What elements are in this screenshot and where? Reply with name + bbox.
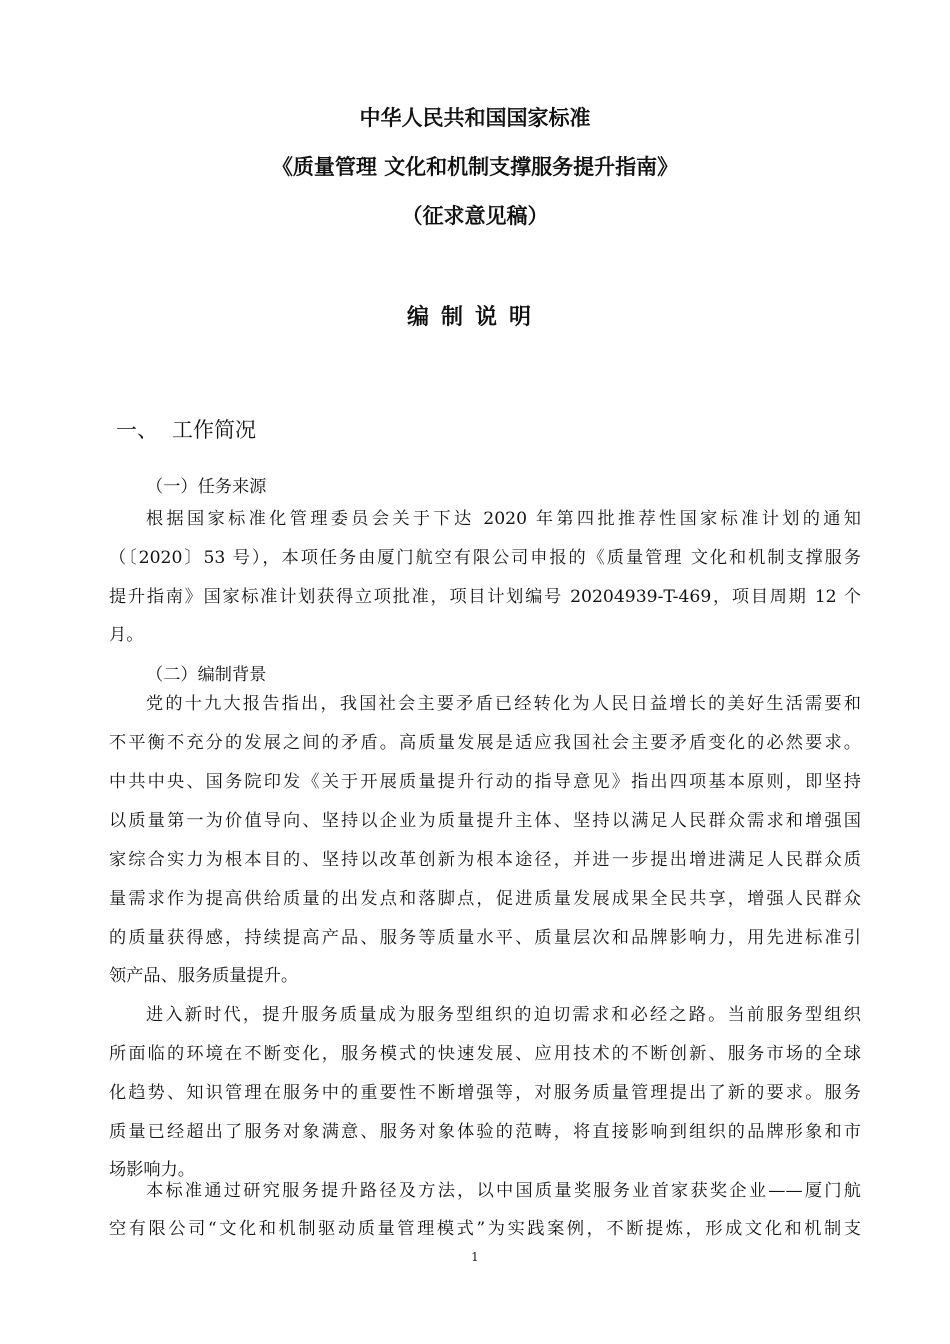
paragraph-line: 根据国家标准化管理委员会关于下达 2020 年第四批推荐性国家标准计划的通知 [146,509,861,529]
paragraph-line: 本标准通过研究服务提升路径及方法，以中国质量奖服务业首家获奖企业——厦门航 [146,1181,861,1201]
section-heading-1 [116,414,256,444]
paragraph-line: 化趋势、知识管理在服务中的重要性不断增强等，对服务质量管理提出了新的要求。服务 [109,1083,861,1103]
paragraph-line: 月。 [109,625,144,645]
paragraph-line: 空有限公司“文化和机制驱动质量管理模式”为实践案例，不断提炼，形成文化和机制支 [109,1219,861,1239]
section-title: 工作简况 [172,418,256,442]
paragraph-line: 提升指南》国家标准计划获得立项批准，项目计划编号 20204939-T-469，项目周期 12 个 [109,587,861,607]
paragraph-line: 家综合实力为根本目的、坚持以改革创新为根本途径，并进一步提出增进满足人民群众质 [109,850,861,870]
document-title-name: 《质量管理 文化和机制支撑服务提升指南》 [271,155,679,179]
paragraph-line: 所面临的环境在不断变化，服务模式的快速发展、应用技术的不断创新、服务市场的全球 [109,1044,861,1064]
paragraph-line: 进入新时代，提升服务质量成为服务型组织的迫切需求和必经之路。当前服务型组织 [146,1005,861,1025]
paragraph-line: 党的十九大报告指出，我国社会主要矛盾已经转化为人民日益增长的美好生活需要和 [146,694,861,714]
page-number: 1 [471,1250,479,1264]
paragraph-line: 领产品、服务质量提升。 [109,966,299,986]
section-number: 一、 [116,418,158,442]
paragraph-line: 不平衡不充分的发展之间的矛盾。高质量发展是适应我国社会主要矛盾变化的必然要求。 [109,733,861,753]
paragraph-line: 中共中央、国务院印发《关于开展质量提升行动的指导意见》指出四项基本原则，即坚持 [109,772,861,792]
paragraph-line: （〔2020〕53 号），本项任务由厦门航空有限公司申报的《质量管理 文化和机制支撑服务 [109,548,861,568]
paragraph-line: 以质量第一为价值导向、坚持以企业为质量提升主体、坚持以满足人民群众需求和增强国 [109,811,861,831]
subsection-heading-task-source: （一）任务来源 [146,477,267,497]
document-title-standard: 中华人民共和国国家标准 [359,106,591,130]
document-title-draft: （征求意见稿） [401,204,549,228]
subsection-heading-background: （二）编制背景 [146,665,267,685]
paragraph-line: 量需求作为提高供给质量的出发点和落脚点，促进质量发展成果全民共享，增强人民群众 [109,889,861,909]
paragraph-line: 的质量获得感，持续提高产品、服务等质量水平、质量层次和品牌影响力，用先进标准引 [109,928,861,948]
paragraph-line: 质量已经超出了服务对象满意、服务对象体验的范畴，将直接影响到组织的品牌形象和市 [109,1122,861,1142]
paragraph-line: 场影响力。 [109,1160,195,1180]
document-subtitle: 编制说明 [406,305,543,330]
